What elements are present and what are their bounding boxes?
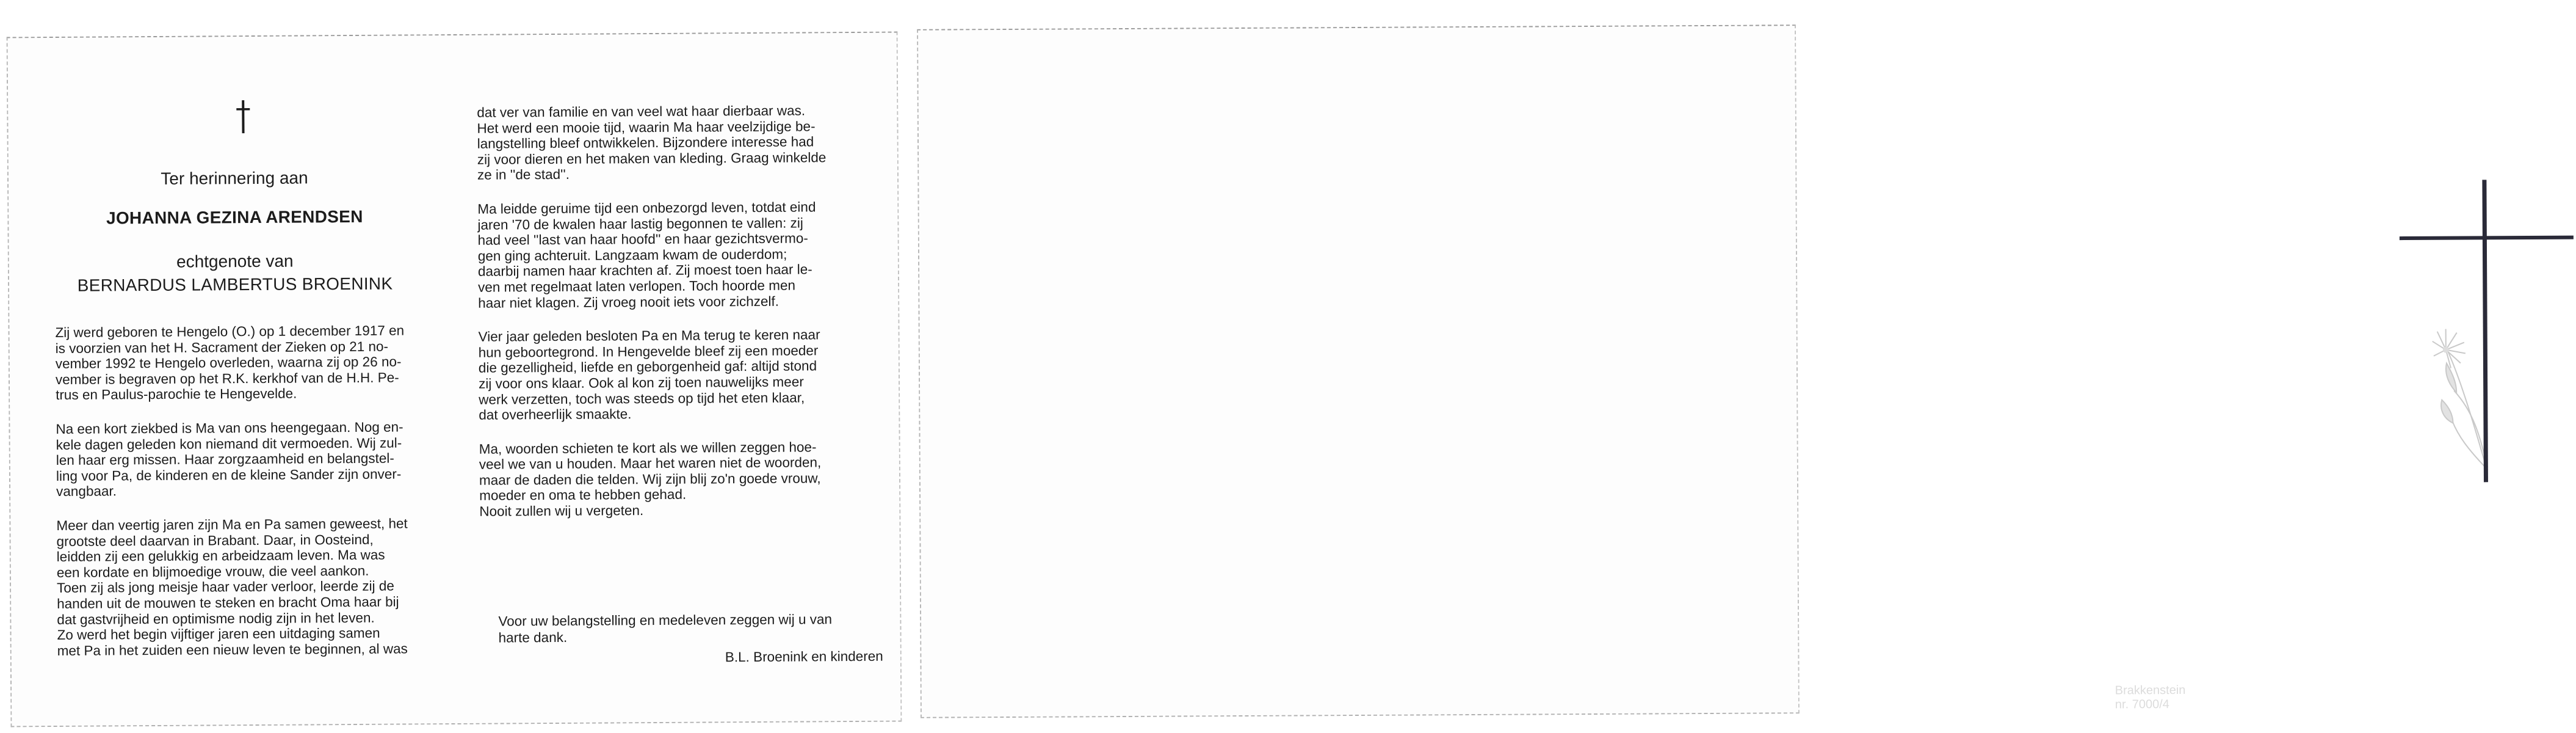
relation-label: echtgenote van xyxy=(176,251,294,271)
paragraph: Na een kort ziekbed is Ma van ons heengegaan. Nog en- kele dagen geleden kon niemand dit vermoeden. Wij zul- len haar erg missen. Haar zorgzaamheid en belangstel- ling voor Pa, de kinderen en de kleine Sander zijn onver- vangbaar. xyxy=(56,419,403,500)
paragraph: Vier jaar geleden besloten Pa en Ma terug te keren naar hun geboortegrond. In Hengevelde bleef zij een moeder die gezelligheid, liefde en geborgenheid gaf: altijd stond zij voor ons klaar. Ook al kon zij toen nauwelijks meer werk verzetten, toch was steeds op tijd het eten klaar, dat overheerlijk smaakte. xyxy=(478,327,820,423)
paragraph: Ma leidde geruime tijd een onbezorgd leven, totdat eind jaren '70 de kwalen haar lastig begonnen te vallen: zij had veel ''last van haar hoofd'' en haar gezichtsvermo- gen ging achteruit. Langzaam kwam de ouderdom; daarbij namen haar krachten af. Zij moest toen haar le- ven met regelmaat laten verlopen. Toch hoorde men haar niet klagen. Zij vroeg nooit iets voor zichzelf. xyxy=(477,199,816,311)
paragraph: dat ver van familie en van veel wat haar dierbaar was. Het werd een mooie tijd, waarin Ma haar veelzijdige be- langstelling bleef ontwikkelen. Bijzondere interesse had zij voor dieren en het maken van kleding. Graag winkelde ze in ''de stad''. xyxy=(477,103,827,183)
spouse-name: BERNARDUS LAMBERTUS BROENINK xyxy=(77,274,393,295)
text-column-right xyxy=(477,103,864,538)
text-column-left xyxy=(55,323,442,677)
printer-mark: Brakkenstein nr. 7000/4 xyxy=(2115,683,2186,712)
signature: B.L. Broenink en kinderen xyxy=(725,648,883,665)
deceased-name: JOHANNA GEZINA ARENDSEN xyxy=(106,206,363,228)
latin-cross-icon xyxy=(231,99,255,134)
paragraph: Ma, woorden schieten te kort als we willen zeggen hoe- veel we van u houden. Maar het waren niet de woorden, maar de daden die telden. Wij zijn blij zo'n goede vrouw, moeder en oma te hebben gehad. Nooit zullen wij u vergeten. xyxy=(479,439,822,519)
memorial-card-text-side xyxy=(7,32,902,728)
paragraph: Meer dan veertig jaren zijn Ma en Pa samen geweest, het grootste deel daarvan in Brabant. Daar, in Oosteind, leidden zij een gelukkig en arbeidzaam leven. Ma was een kordate en blijmoedige vrouw, die veel aankon. Toen zij als jong meisje haar vader verloor, leerde zij de handen uit de mouwen te steken en bracht Oma haar bij dat gastvrijheid en optimisme nodig zijn in het leven. Zo werd het begin vijftiger jaren een uitdaging samen met Pa in het zuiden een nieuw leven te beginnen, al was xyxy=(56,516,408,658)
remembrance-heading: Ter herinnering aan xyxy=(161,168,308,188)
flower-icon xyxy=(2433,329,2487,467)
memorial-card-image-side xyxy=(917,24,2186,718)
thanks-note: Voor uw belangstelling en medeleven zeggen wij u van harte dank. xyxy=(498,611,833,646)
paragraph: Zij werd geboren te Hengelo (O.) op 1 december 1917 en is voorzien van het H. Sacrament der Zieken op 21 no- vember 1992 te Hengelo overleden, waarna zij op 26 no- vember is begraven op het R.K. kerkhof van de H.H. Pe- trus en Paulus-parochie te Hengevelde. xyxy=(55,323,405,403)
cross-with-flower-icon xyxy=(2399,180,2575,486)
